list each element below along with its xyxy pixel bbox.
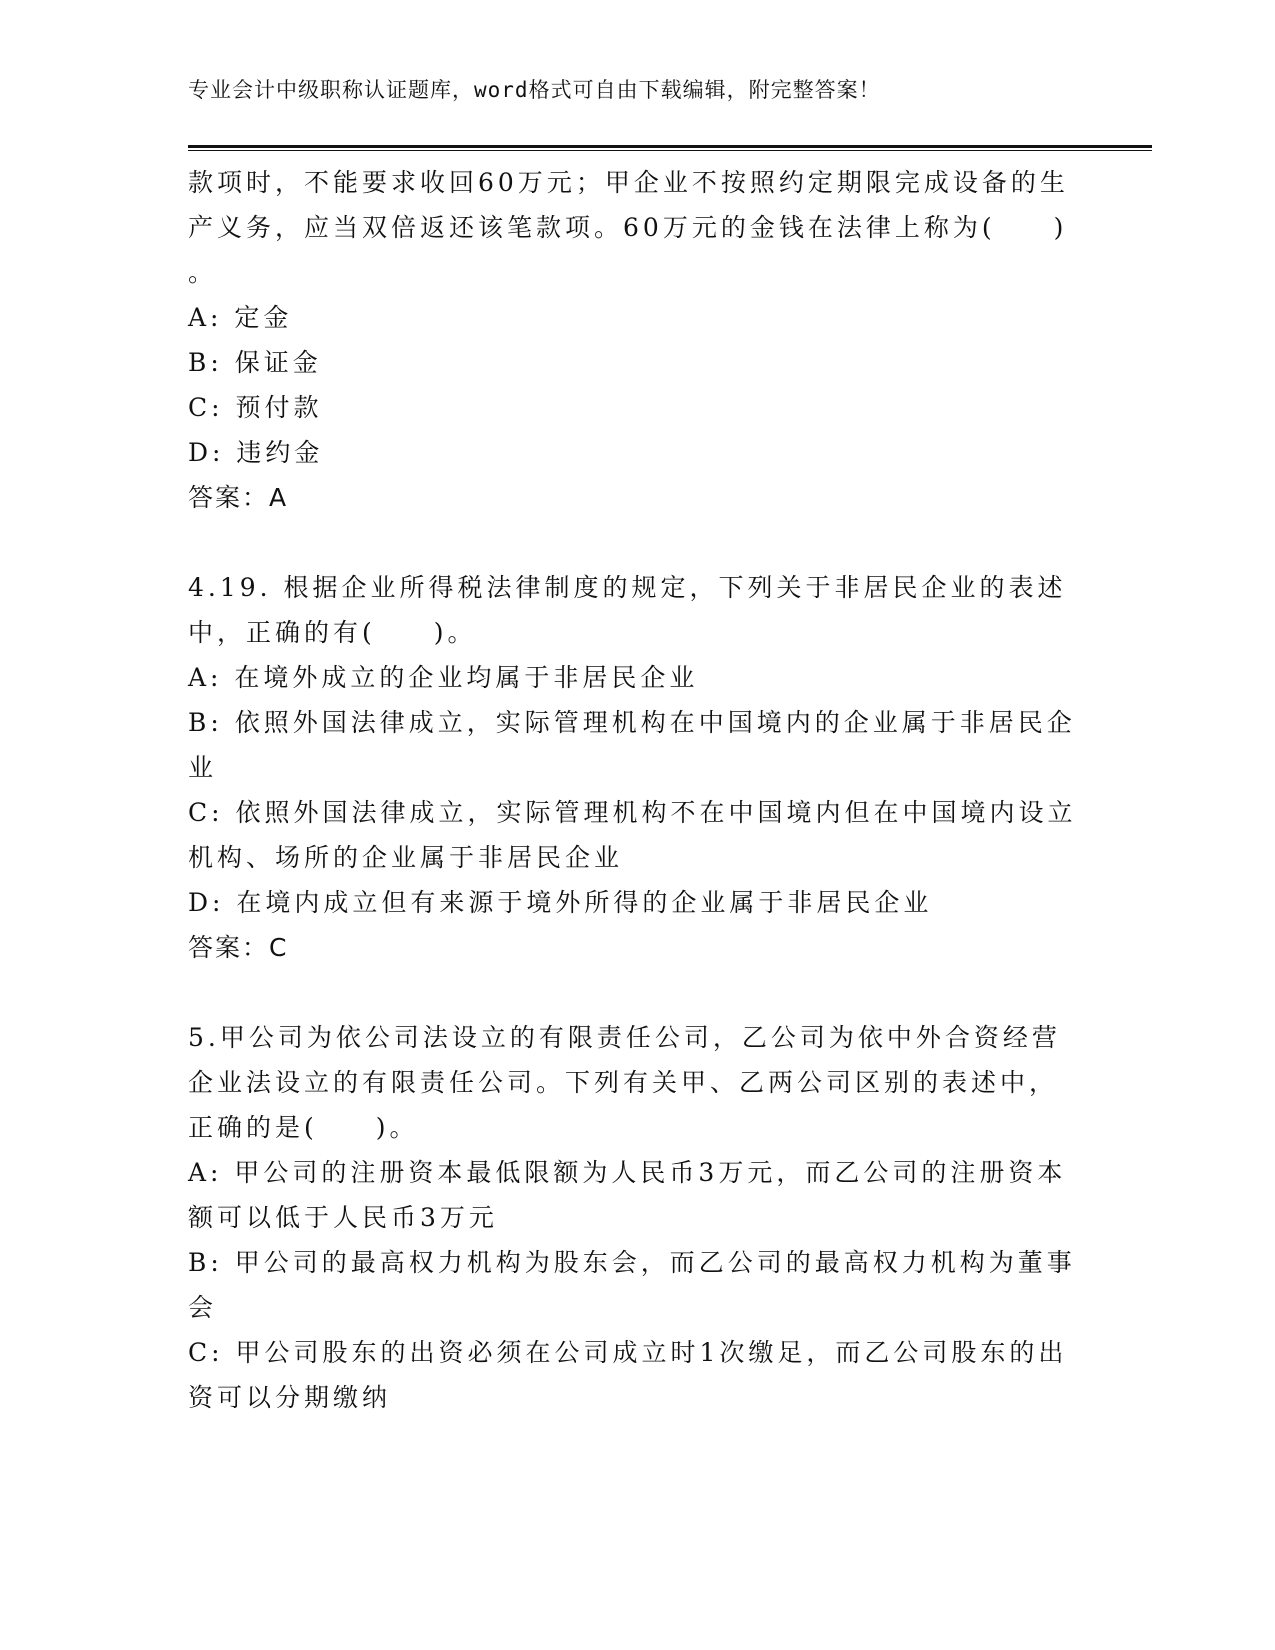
option-a: A: 在境外成立的企业均属于非居民企业 [188,663,699,692]
option-c-continued: 机构、场所的企业属于非居民企业 [188,843,624,872]
option-c-continued: 资可以分期缴纳 [188,1383,392,1412]
option-a: A: 甲公司的注册资本最低限额为人民币3万元，而乙公司的注册资本 [188,1158,1067,1187]
question-text-line: 中，正确的有( )。 [188,618,477,647]
question-text-line: 款项时，不能要求收回60万元；甲企业不按照约定期限完成设备的生 [188,168,1069,197]
question-text-line: 5.甲公司为依公司法设立的有限责任公司，乙公司为依中外合资经营 [188,1023,1061,1052]
question-prev [188,160,1088,520]
option-b-continued: 业 [188,753,218,782]
option-c: C: 预付款 [188,393,323,422]
page-header: 专业会计中级职称认证题库，word格式可自由下载编辑，附完整答案！ [188,78,881,102]
option-a: A: 定金 [188,303,293,332]
option-b: B: 依照外国法律成立，实际管理机构在中国境内的企业属于非居民企 [188,708,1076,737]
question-5 [188,1015,1088,1420]
answer: 答案：A [188,483,289,512]
question-text-line: 产义务，应当双倍返还该笔款项。60万元的金钱在法律上称为( ) [188,213,1068,242]
question-4-19 [188,565,1088,970]
document-body [188,160,1088,1420]
question-text-line: 企业法设立的有限责任公司。下列有关甲、乙两公司区别的表述中， [188,1068,1059,1097]
option-c: C: 甲公司股东的出资必须在公司成立时1次缴足，而乙公司股东的出 [188,1338,1068,1367]
answer: 答案：C [188,933,289,962]
option-b: B: 甲公司的最高权力机构为股东会，而乙公司的最高权力机构为董事 [188,1248,1076,1277]
option-d: D: 违约金 [188,438,324,467]
question-text-line: 。 [188,258,218,287]
option-a-continued: 额可以低于人民币3万元 [188,1203,498,1232]
spacer [188,520,1088,565]
option-b: B: 保证金 [188,348,322,377]
option-d: D: 在境内成立但有来源于境外所得的企业属于非居民企业 [188,888,933,917]
question-text-line: 正确的是( )。 [188,1113,419,1142]
header-rule [188,145,1152,151]
spacer [188,970,1088,1015]
question-text-line: 4.19. 根据企业所得税法律制度的规定，下列关于非居民企业的表述 [188,573,1067,602]
option-b-continued: 会 [188,1293,218,1322]
option-c: C: 依照外国法律成立，实际管理机构不在中国境内但在中国境内设立 [188,798,1077,827]
